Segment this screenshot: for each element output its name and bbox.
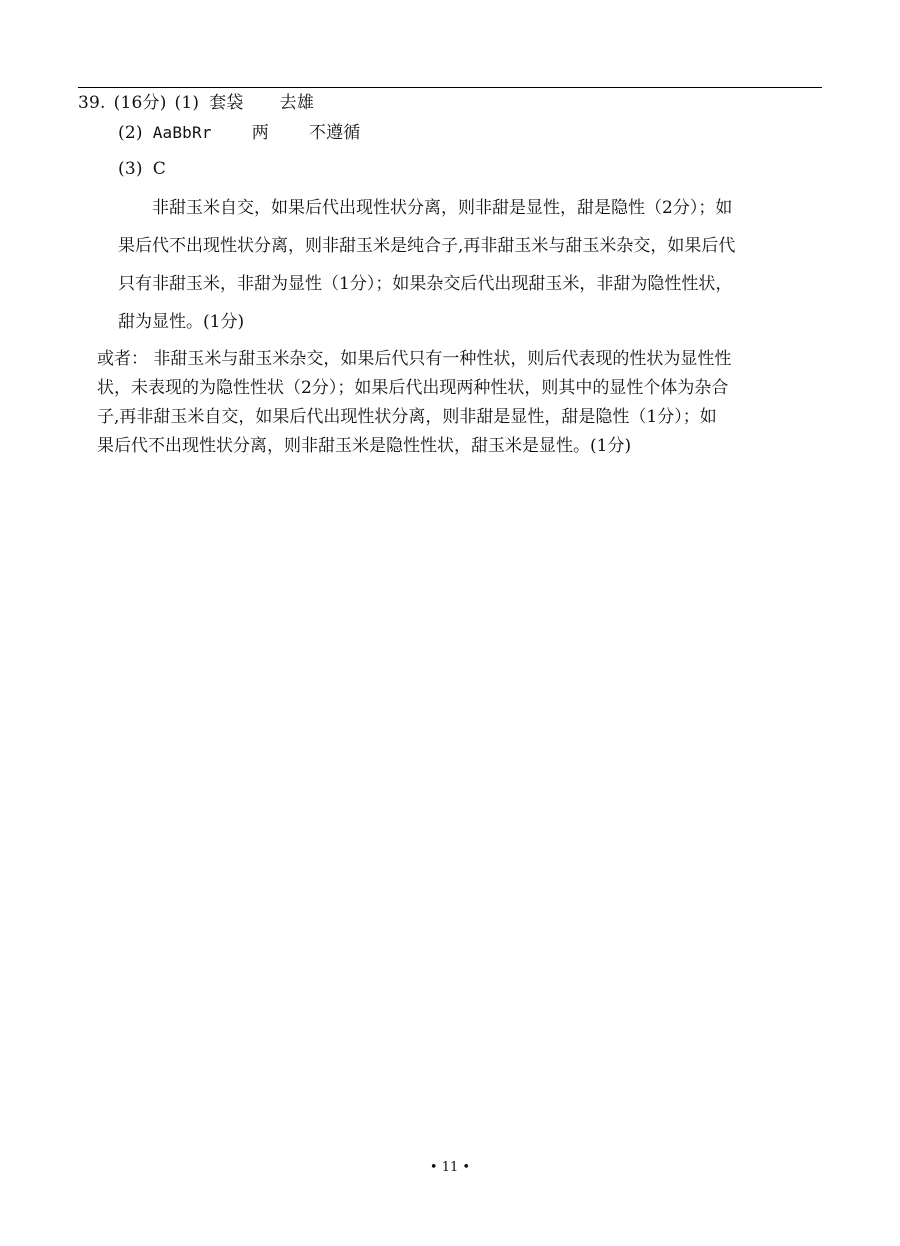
question-number: 39.	[78, 93, 106, 113]
part1-answer-a: 套袋	[209, 93, 244, 113]
part3-answer: C	[152, 159, 166, 179]
method2-line-4: 果后代不出现性状分离，则非甜玉米是隐性性状，甜玉米是显性。(1分)	[97, 436, 632, 456]
method2-line-2: 状，未表现的为隐性性状（2分）；如果后代出现两种性状，则其中的显性个体为杂合	[97, 378, 729, 398]
method1-line-1: 非甜玉米自交，如果后代出现性状分离，则非甜是显性，甜是隐性（2分）；如	[152, 198, 733, 218]
question-39-header	[78, 92, 314, 114]
method1-line-3: 只有非甜玉米，非甜为显性（1分）；如果杂交后代出现甜玉米，非甜为隐性性状，	[118, 274, 733, 294]
part2-label: (2)	[118, 123, 143, 143]
method1-line-4: 甜为显性。(1分)	[118, 312, 245, 332]
method2-line-3: 子,再非甜玉米自交，如果后代出现性状分离，则非甜是显性，甜是隐性（1分）；如	[97, 407, 717, 427]
part2-row	[118, 122, 361, 144]
part3-label: (3)	[118, 159, 143, 179]
part3-row	[118, 158, 166, 180]
part2-genotype: AaBbRr	[152, 123, 212, 142]
top-divider-line	[78, 87, 822, 88]
part1-answer-b: 去雄	[279, 93, 315, 113]
method2-line-1: 或者： 非甜玉米与甜玉米杂交，如果后代只有一种性状，则后代表现的性状为显性性	[97, 349, 732, 369]
part2-count: 两	[251, 123, 269, 143]
page-number: • 11 •	[429, 1160, 471, 1175]
part1-label: (1)	[174, 93, 200, 113]
question-score: (16分)	[113, 93, 167, 113]
part2-answer: 不遵循	[308, 123, 361, 143]
method1-line-2: 果后代不出现性状分离，则非甜玉米是纯合子,再非甜玉米与甜玉米杂交，如果后代	[118, 236, 736, 256]
